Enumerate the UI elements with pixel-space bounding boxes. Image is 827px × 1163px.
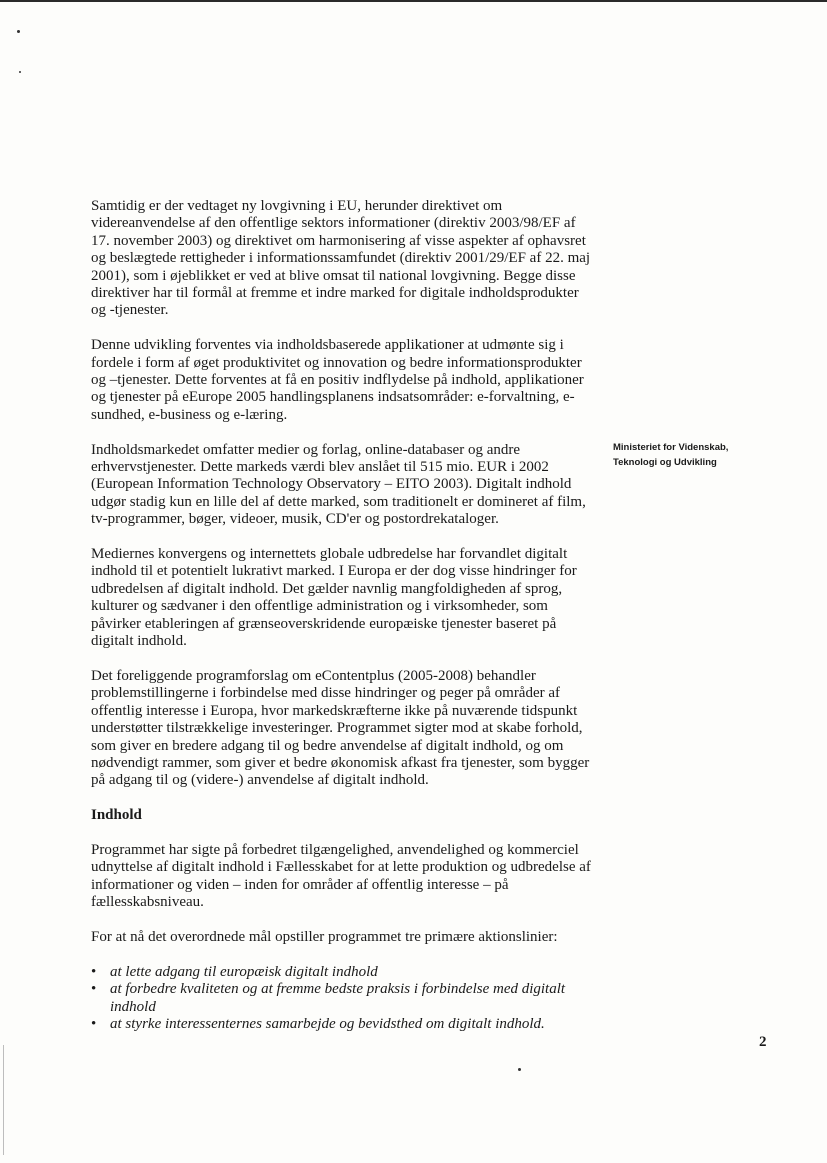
sidebar-line: Teknologi og Udvikling: [613, 457, 717, 468]
paragraph: Programmet har sigte på forbedret tilgængelighed, anvendelighed og kommerciel udnyttelse af digitalt indhold i Fællesskabet for at lette produktion og udbredelse af informationer og viden – inden for områder af offentlig interesse – på fællesskabsniveau.: [91, 841, 591, 911]
scan-speck: [518, 1068, 521, 1071]
scan-edge-line: [3, 1045, 4, 1155]
paragraph: For at nå det overordnede mål opstiller programmet tre primære aktionslinier:: [91, 928, 558, 945]
paragraph: Mediernes konvergens og internettets globale udbredelse har forvandlet digitalt indhold til et potentielt lukrativt marked. I Europa er der dog visse hindringer for udbredelsen af digitalt indhold. Det gælder navnlig mangfoldigheden af sprog, kulturer og sædvaner i den offentlige administration og i virksomheder, som påvirker etableringen af grænseoverskridende europæiske tjenester baseret på digitalt indhold.: [91, 546, 577, 650]
ministry-sidebar-note: [613, 440, 813, 470]
scan-speck: [19, 71, 21, 73]
page-number: 2: [759, 1034, 767, 1050]
sidebar-line: Ministeriet for Videnskab,: [613, 442, 729, 453]
top-rule: [0, 0, 827, 2]
paragraph: Denne udvikling forventes via indholdsbaserede applikationer at udmønte sig i fordele i form af øget produktivitet og innovation og bedre informationsprodukter og –tjenester. Dette forventes at få en positiv indflydelse på indhold, applikationer og tjenester på eEurope 2005 handlingsplanens indsatsområder: e-forvaltning, e-sundhed, e-business og e-læring.: [91, 337, 584, 423]
list-item: • at styrke interessenternes samarbejde og bevidsthed om digitalt indhold.: [91, 1016, 591, 1033]
paragraph: Samtidig er der vedtaget ny lovgivning i EU, herunder direktivet om videreanvendelse af den offentlige sektors informationer (direktiv 2003/98/EF af 17. november 2003) og direktivet om harmonisering af visse aspekter af ophavsret og beslægtede rettigheder i informationssamfundet (direktiv 2001/29/EF af 22. maj 2001), som i øjeblikket er ved at blive omsat til national lovgivning. Begge disse direktiver har til formål at fremme et indre marked for digitale indholdsprodukter og -tjenester.: [91, 198, 591, 319]
section-heading: Indhold: [91, 807, 142, 824]
list-item: • at lette adgang til europæisk digitalt indhold: [91, 964, 591, 981]
scan-speck: [17, 30, 20, 33]
paragraph: Indholdsmarkedet omfatter medier og forlag, online-databaser og andre erhvervstjenester. Dette markeds værdi blev anslået til 515 mio. EUR i 2002 (European Information Technology Observatory – EITO 2003). Digitalt indhold udgør stadig kun en lille del af dette marked, som traditionelt er domineret af film, tv-programmer, bøger, videoer, musik, CD'er og postordrekataloger.: [91, 441, 586, 528]
list-item: • at forbedre kvaliteten og at fremme bedste praksis i forbindelse med digitalt indhold: [91, 981, 591, 1016]
paragraph: Det foreliggende programforslag om eContentplus (2005-2008) behandler problemstillingerne i forbindelse med disse hindringer og peger på områder af offentlig interesse i Europa, hvor markedskræfterne ikke på nuværende tidspunkt understøtter tilstrækkelige investeringer. Programmet sigter mod at skabe forhold, som giver en bredere adgang til og bedre anvendelse af digitalt indhold, og om nødvendigt rammer, som giver et bedre økonomisk afkast fra tjenester, som bygger på adgang til og (videre-) anvendelse af digitalt indhold.: [91, 667, 590, 789]
document-body: [91, 198, 591, 1033]
action-lines-list: [91, 964, 591, 1034]
